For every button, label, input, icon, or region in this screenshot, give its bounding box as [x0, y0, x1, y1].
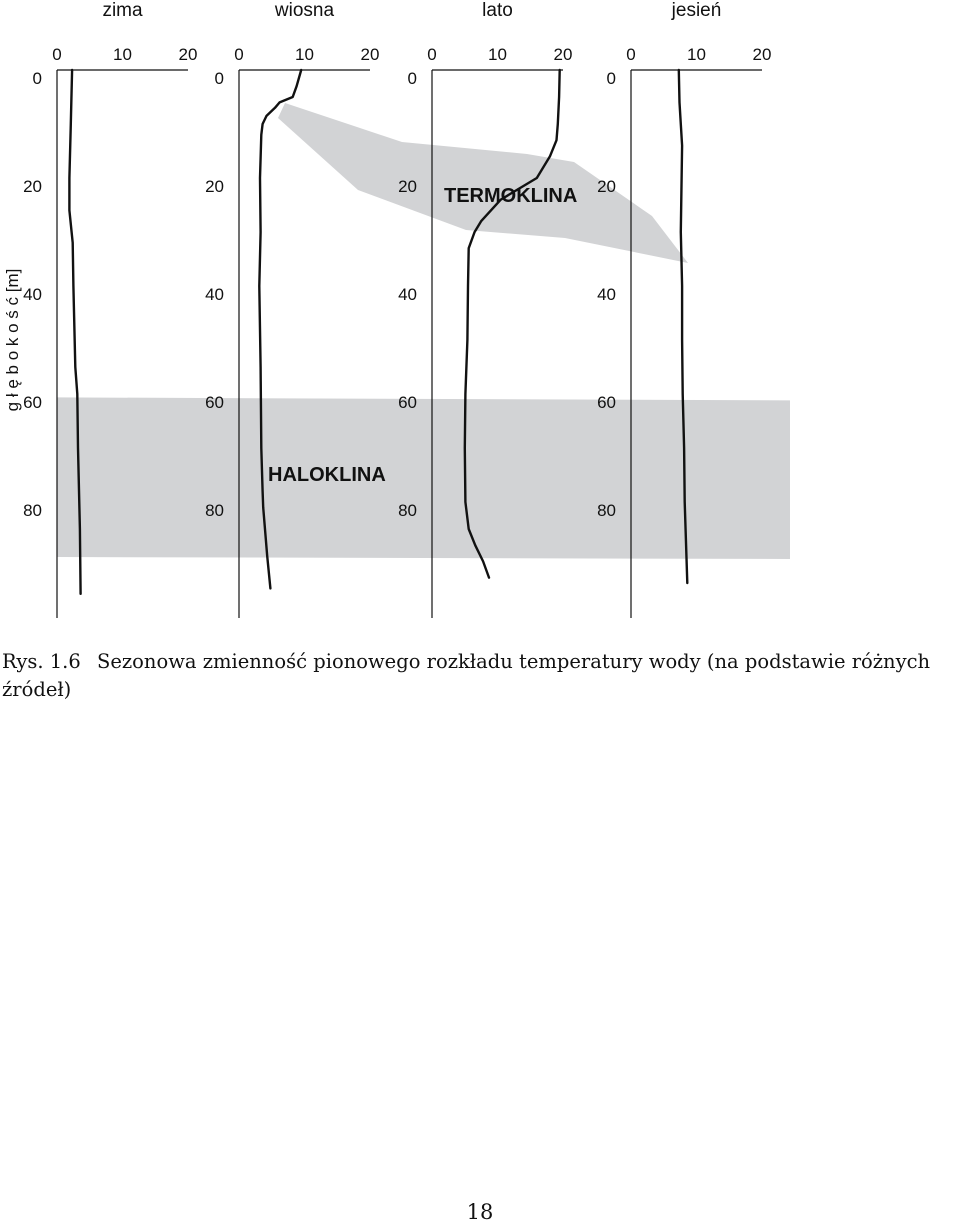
- y-tick-label: 0: [606, 69, 616, 88]
- x-tick-label: 10: [113, 45, 132, 64]
- x-tick-label: 0: [52, 45, 62, 64]
- x-tick-label: 20: [752, 45, 772, 64]
- haloklina-label: HALOKLINA: [268, 464, 386, 486]
- y-tick-label: 20: [205, 177, 224, 196]
- y-tick-label: 0: [32, 69, 42, 88]
- termoklina-band: [278, 103, 688, 263]
- x-tick-label: 10: [488, 45, 507, 64]
- caption-number: Rys. 1.6: [2, 650, 81, 673]
- panel-title: wiosna: [274, 0, 335, 21]
- x-tick-label: 0: [626, 45, 636, 64]
- x-tick-label: 10: [687, 45, 706, 64]
- panel-title: zima: [102, 0, 143, 21]
- y-tick-label: 60: [205, 393, 224, 412]
- y-tick-label: 40: [205, 285, 224, 304]
- y-tick-label: 60: [23, 393, 42, 412]
- x-tick-label: 20: [178, 45, 198, 64]
- y-tick-label: 0: [214, 69, 224, 88]
- annotation-bands: [57, 103, 790, 559]
- termoklina-label: TERMOKLINA: [444, 185, 578, 207]
- y-tick-label: 0: [407, 69, 417, 88]
- page-number: 18: [466, 1200, 494, 1224]
- y-tick-label: 80: [23, 501, 42, 520]
- y-tick-label: 40: [597, 285, 616, 304]
- figure-caption: [2, 648, 960, 704]
- y-tick-label: 20: [23, 177, 42, 196]
- y-tick-label: 60: [597, 393, 616, 412]
- y-tick-label: 80: [398, 501, 417, 520]
- x-tick-label: 10: [295, 45, 314, 64]
- panel-title: lato: [482, 0, 513, 21]
- y-tick-label: 80: [205, 501, 224, 520]
- y-tick-label: 60: [398, 393, 417, 412]
- x-tick-label: 20: [553, 45, 573, 64]
- y-tick-label: 40: [23, 285, 42, 304]
- haloklina-band: [57, 397, 790, 559]
- y-tick-label: 80: [597, 501, 616, 520]
- y-axis-label: g ł ę b o k o ś ć [m]: [3, 268, 22, 412]
- panel-title: jesień: [671, 0, 722, 21]
- y-tick-label: 40: [398, 285, 417, 304]
- x-tick-label: 0: [427, 45, 437, 64]
- y-tick-label: 20: [398, 177, 417, 196]
- x-tick-label: 20: [360, 45, 380, 64]
- caption-text: Sezonowa zmienność pionowego rozkładu temperatury wody (na podstawie różnych źródeł): [2, 650, 931, 701]
- x-tick-label: 0: [234, 45, 244, 64]
- y-tick-label: 20: [597, 177, 616, 196]
